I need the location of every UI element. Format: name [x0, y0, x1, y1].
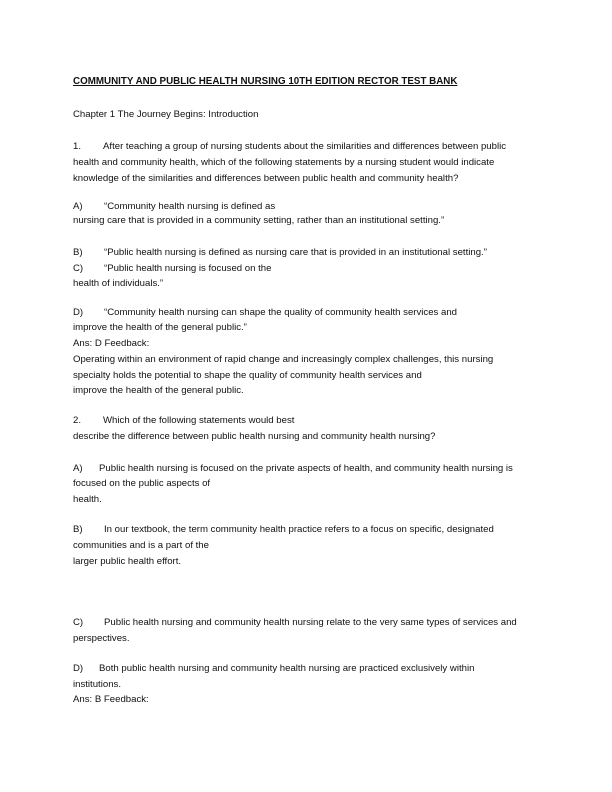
q1-option-d: D) “Community health nursing can shape the quality of community health services and	[73, 305, 457, 321]
q1-option-d-cont: improve the health of the general public.”	[73, 322, 247, 333]
q2-option-c-label: C)	[73, 617, 84, 628]
q1-number: 1.	[73, 141, 82, 152]
q2-option-c: C) Public health nursing and community health nursing relate to the very same types of services and	[73, 615, 517, 631]
document-title: COMMUNITY AND PUBLIC HEALTH NURSING 10TH EDITION RECTOR TEST BANK	[73, 76, 458, 87]
q1-option-b-label: B)	[73, 247, 83, 258]
q2-option-b: B) In our textbook, the term community health practice refers to a focus on specific, designated	[73, 522, 494, 538]
q1-option-c: C) “Public health nursing is focused on the	[73, 261, 271, 277]
q1-feedback-line-1: Operating within an environment of rapid change and increasingly complex challenges, this nursing	[73, 354, 494, 365]
q1-stem-line-3: knowledge of the similarities and differences between public health and community health?	[73, 173, 459, 184]
q1-option-a: A) “Community health nursing is defined as	[73, 199, 275, 215]
q1-option-c-label: C)	[73, 263, 84, 274]
q2-option-d: D) Both public health nursing and community health nursing are practiced exclusively within	[73, 661, 474, 677]
q2-option-a-cont-1: focused on the public aspects of	[73, 478, 211, 489]
q2-option-b-cont-2: larger public health effort.	[73, 556, 182, 567]
q2-option-c-cont: perspectives.	[73, 633, 130, 644]
q1-feedback-line-2: specialty holds the potential to shape the quality of community health services and	[73, 370, 422, 381]
q2-option-d-label: D)	[73, 663, 84, 674]
q2-option-b-label: B)	[73, 524, 83, 535]
q1-answer: Ans: D Feedback:	[73, 338, 150, 349]
q2-answer: Ans: B Feedback:	[73, 694, 149, 705]
q1-option-d-label: D)	[73, 307, 84, 318]
q1-feedback-line-3: improve the health of the general public.	[73, 385, 244, 396]
q2-option-a-label: A)	[73, 463, 83, 474]
q2-option-d-cont: institutions.	[73, 679, 121, 690]
q1-option-a-label: A)	[73, 201, 83, 212]
q2-option-b-cont-1: communities and is a part of the	[73, 540, 209, 551]
q2-option-a: A) Public health nursing is focused on the private aspects of health, and community health nursing is	[73, 461, 513, 477]
q2-number: 2.	[73, 415, 82, 426]
q1-stem-line-1: 1. After teaching a group of nursing students about the similarities and differences between public	[73, 139, 506, 155]
q2-option-a-cont-2: health.	[73, 494, 102, 505]
q2-stem-line-1: 2. Which of the following statements would best	[73, 413, 294, 429]
q1-option-c-cont: health of individuals.”	[73, 278, 164, 289]
q2-stem-line-2: describe the difference between public health nursing and community health nursing?	[73, 431, 436, 442]
chapter-heading: Chapter 1 The Journey Begins: Introduction	[73, 109, 259, 120]
q1-stem-line-2: health and community health, which of the following statements by a nursing student would indicate	[73, 157, 495, 168]
q1-option-a-cont: nursing care that is provided in a community setting, rather than an institutional setting.”	[73, 215, 445, 226]
q1-option-b: B) “Public health nursing is defined as nursing care that is provided in an institutional setting.”	[73, 245, 487, 261]
